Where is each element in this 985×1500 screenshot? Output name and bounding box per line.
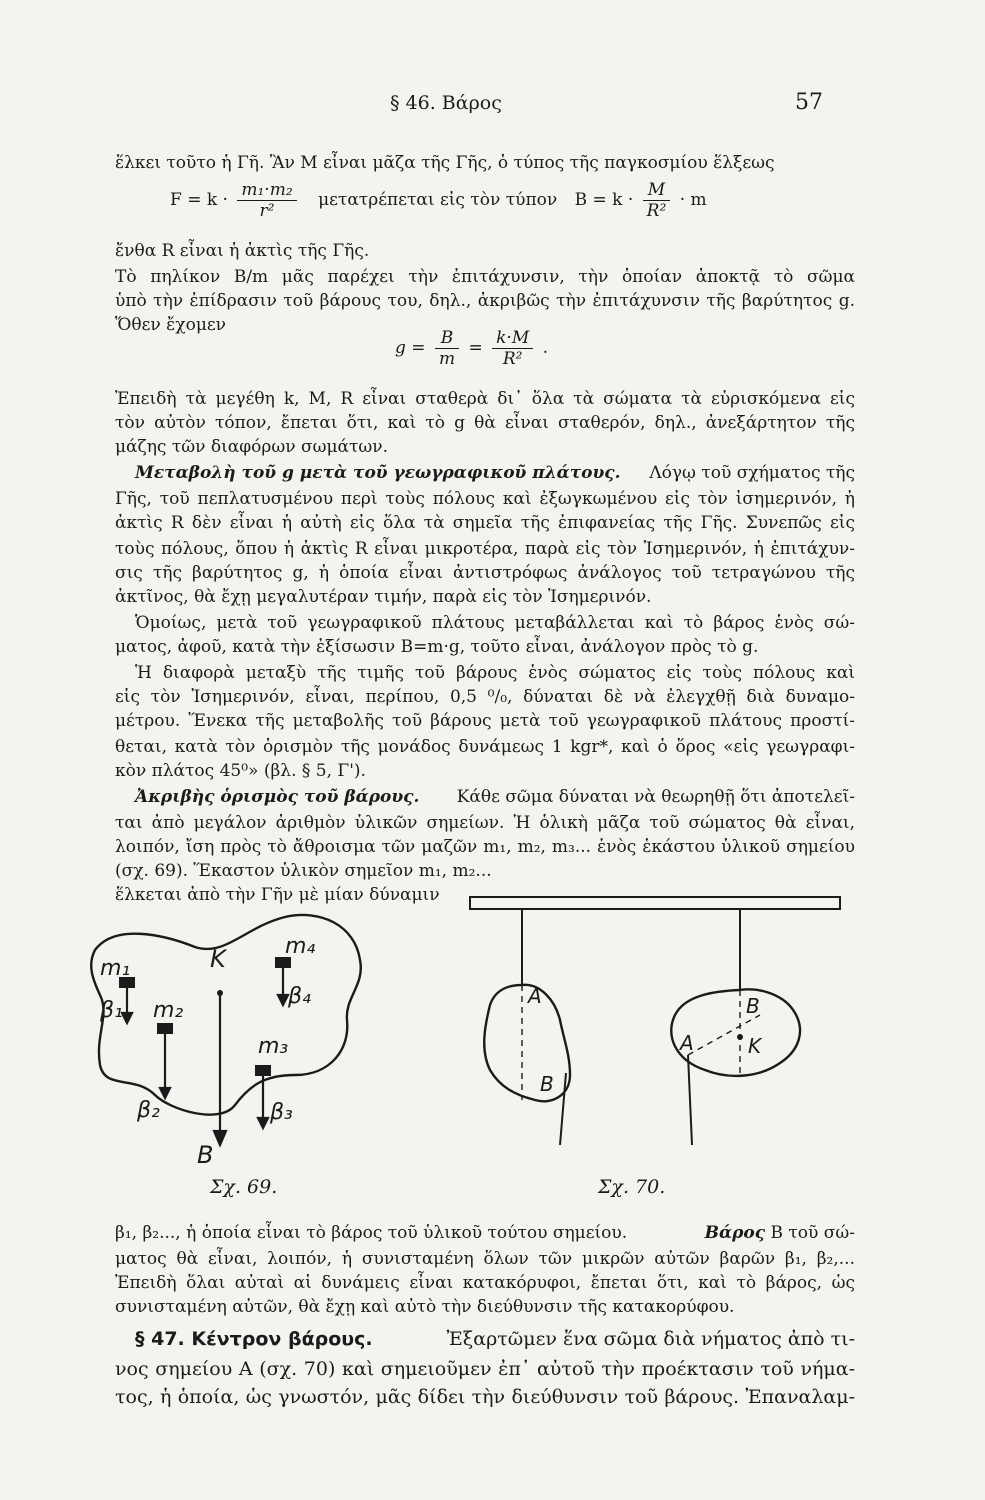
formula-equals: = — [468, 338, 483, 358]
text-line: συνισταμένη αὐτῶν, θὰ ἔχῃ καὶ αὐτὸ τὴν διεύθυνσιν τῆς κατακορύφου. — [115, 1297, 735, 1317]
paragraph-heading-line — [135, 462, 855, 484]
label-m4: m₄ — [285, 934, 316, 959]
text-line: ὑπὸ τὴν ἐπίδρασιν τοῦ βάρους του, δηλ., ἀκριβῶς τὴν ἐπιτάχυνσιν τῆς βαρύτητος g. — [115, 291, 855, 311]
text-line: κὸν πλάτος 45⁰» (βλ. § 5, Γ'). — [115, 761, 366, 781]
text-line: ται ἀπὸ μεγάλον ἀριθμὸν ὑλικῶν σημείων. Ἡ ὁλικὴ μᾶζα τοῦ σώματος θὰ εἶναι, — [115, 813, 855, 833]
suspension-cords — [522, 909, 740, 1145]
text-line: ματος, ἀφοῦ, κατὰ τὴν ἐξίσωσιν B=m·g, τοῦτο εἶναι, ἀνάλογον πρὸς τὸ g. — [115, 637, 759, 657]
text-line: ἀκτῖνος, θὰ ἔχῃ μεγαλυτέραν τιμήν, παρὰ εἰς τὸν Ἰσημερινόν. — [115, 587, 652, 607]
paragraph-heading: Μεταβολὴ τοῦ g μετὰ τοῦ γεωγραφικοῦ πλάτους. — [135, 463, 621, 483]
page-number: 57 — [795, 90, 823, 115]
label-K: K — [210, 945, 226, 973]
formula-denominator-weight: R² — [646, 201, 667, 221]
formula-text: μετατρέπεται εἰς τὸν τύπον — [318, 190, 558, 210]
label-K: K — [748, 1034, 762, 1058]
centre-point-K — [217, 990, 223, 996]
label-m1: m₁ — [100, 956, 131, 981]
formula-denominator: r² — [259, 201, 275, 221]
formula-numerator: B — [435, 328, 459, 349]
text-line: σις τῆς βαρύτητος g, ἡ ὁποία εἶναι ἀντιστρόφως ἀνάλογος τοῦ τετραγώνου τῆς — [115, 563, 855, 583]
label-A-2: A — [680, 1031, 694, 1055]
formula-denominator-2: R² — [502, 349, 523, 369]
label-beta1: β₁ — [100, 998, 123, 1023]
paragraph-heading: Ἀκριβὴς ὁρισμὸς τοῦ βάρους. — [135, 787, 420, 807]
text-line: τος, ἡ ὁποία, ὡς γνωστόν, μᾶς δίδει τὴν διεύθυνσιν τοῦ βάρους. Ἐπαναλαμ- — [115, 1386, 855, 1408]
text-line: θεται, κατὰ τὸν ὁρισμὸν τῆς μονάδος δυνάμεως 1 kgr*, καὶ ὁ ὅρος «εἰς γεωγραφι- — [115, 737, 855, 757]
formula-numerator-2: k·M — [492, 328, 533, 349]
text-line: Γῆς, τοῦ πεπλατυσμένου περὶ τοὺς πόλους καὶ ἐξωγκωμένου εἰς τὸν ἰσημερινόν, ἡ — [115, 489, 855, 509]
label-beta2: β₂ — [137, 1098, 160, 1123]
page-header — [0, 88, 985, 118]
formula-fraction — [435, 328, 459, 369]
figure-70 — [460, 895, 850, 1160]
formula-fraction-2 — [492, 328, 533, 369]
centre-point-K — [737, 1034, 743, 1040]
formula-denominator: m — [438, 349, 456, 369]
weight-text: B τοῦ σώ- — [770, 1223, 855, 1243]
formula-numerator: m₁·m₂ — [237, 180, 296, 201]
section-47-text: Ἐξαρτῶμεν ἕνα σῶμα διὰ νήματος ἀπὸ τι- — [446, 1328, 855, 1350]
text-line: (σχ. 69). Ἕκαστον ὑλικὸν σημεῖον m₁, m₂... — [115, 861, 492, 881]
text-line: νος σημείου A (σχ. 70) καὶ σημειοῦμεν ἐπ᾽ αὐτοῦ τὴν προέκτασιν τοῦ νήμα- — [115, 1358, 855, 1380]
text-line: ἕλκεται ἀπὸ τὴν Γῆν μὲ μίαν δύναμιν — [115, 885, 440, 905]
paragraph-heading-line — [135, 786, 855, 808]
weight-line — [115, 1222, 855, 1244]
text-line: ἔνθα R εἶναι ἡ ἀκτὶς τῆς Γῆς. — [115, 241, 370, 261]
formula-end: . — [542, 338, 549, 358]
paragraph-heading-text: Κάθε σῶμα δύναται νὰ θεωρηθῇ ὅτι ἀποτελεῖ- — [456, 787, 855, 807]
label-m2: m₂ — [153, 998, 184, 1023]
label-B: B — [197, 1141, 214, 1169]
text-line: ἀκτὶς R δὲν εἶναι ἡ αὐτὴ εἰς ὅλα τὰ σημεῖα τῆς ἐπιφανείας τῆς Γῆς. Συνεπῶς εἰς — [115, 513, 855, 533]
formula-acceleration — [395, 328, 548, 369]
formula-numerator-weight: M — [643, 180, 671, 201]
figure-70-caption: Σχ. 70. — [598, 1176, 666, 1198]
text-line: λοιπόν, ἴση πρὸς τὸ ἄθροισμα τῶν μαζῶν m₁, m₂, m₃... ἑνὸς ἑκάστου ὑλικοῦ σημείου — [115, 837, 855, 857]
label-beta4: β₄ — [288, 984, 311, 1009]
mass-point-m3 — [255, 1065, 271, 1076]
label-B-2: B — [746, 994, 760, 1018]
text-line: Ὁμοίως, μετὰ τοῦ γεωγραφικοῦ πλάτους μεταβάλλεται καὶ τὸ βάρος ἑνὸς σώ- — [135, 613, 855, 633]
formula-lhs-weight: B = k · — [574, 190, 634, 210]
text-line: μέτρου. Ἕνεκα τῆς μεταβολῆς τοῦ βάρους μετὰ τοῦ γεωγραφικοῦ πλάτους προστί- — [115, 711, 855, 731]
text-line: Ἡ διαφορὰ μεταξὺ τῆς τιμῆς τοῦ βάρους ἑνὸς σώματος εἰς τοὺς πόλους καὶ — [135, 663, 855, 683]
text-line: τοὺς πόλους, ὅπου ἡ ἀκτὶς R εἶναι μικροτέρα, παρὰ εἰς τὸν Ἰσημερινόν, ἡ ἐπιτάχυν- — [115, 539, 855, 559]
label-B-1: B — [540, 1072, 554, 1096]
weight-bold: Βάρος — [704, 1223, 766, 1243]
text-line: τὸν αὐτὸν τόπον, ἔπεται ὅτι, καὶ τὸ g θὰ εἶναι σταθερόν, δηλ., ἀνεξάρτητον τῆς — [115, 413, 855, 433]
section-47-title: § 47. Κέντρον βάρους. — [135, 1328, 373, 1350]
figure-69 — [75, 905, 405, 1170]
text-line: ματος θὰ εἶναι, λοιπόν, ἡ συνισταμένη ὅλων τῶν μικρῶν αὐτῶν βαρῶν β₁, β₂,... — [115, 1249, 855, 1269]
text-line: εἰς τὸν Ἰσημερινόν, εἶναι, περίπου, 0,5 ⁰/₀, δύναται δὲ νὰ ἐλεγχθῇ διὰ δυναμο- — [115, 687, 855, 707]
label-beta3: β₃ — [270, 1100, 293, 1125]
formula-gravitation — [170, 180, 707, 221]
formula-tail: · m — [679, 190, 707, 210]
support-beam — [470, 897, 840, 909]
text-line: μάζης τῶν διαφόρων σωμάτων. — [115, 437, 388, 457]
text-line: Τὸ πηλίκον B/m μᾶς παρέχει τὴν ἐπιτάχυνσιν, τὴν ὁποίαν ἀποκτᾷ τὸ σῶμα — [115, 267, 855, 287]
text-line: Ἐπειδὴ τὰ μεγέθη k, M, R εἶναι σταθερὰ δι᾽ ὅλα τὰ σώματα τὰ εὑρισκόμενα εἰς — [115, 389, 855, 409]
mass-point-m2 — [157, 1023, 173, 1034]
paragraph-heading-text: Λόγῳ τοῦ σχήματος τῆς — [649, 463, 855, 483]
figure-69-caption: Σχ. 69. — [210, 1176, 278, 1198]
formula-fraction-weight — [643, 180, 671, 221]
text-line: ἕλκει τοῦτο ἡ Γῆ. Ἂν M εἶναι μᾶζα τῆς Γῆς, ὁ τύπος τῆς παγκοσμίου ἕλξεως — [115, 153, 775, 173]
text-line: Ὅθεν ἔχομεν — [115, 315, 227, 335]
formula-lhs: g = — [395, 338, 426, 358]
section-heading-line — [135, 1326, 855, 1352]
running-title: § 46. Βάρος — [390, 92, 502, 114]
formula-lhs: F = k · — [170, 190, 228, 210]
text-line: Ἐπειδὴ ὅλαι αὐταὶ αἱ δυνάμεις εἶναι κατακόρυφοι, ἔπεται ὅτι, καὶ τὸ βάρος, ὡς — [115, 1273, 855, 1293]
formula-fraction — [237, 180, 296, 221]
weight-definition — [705, 1222, 855, 1244]
label-A-1: A — [528, 984, 542, 1008]
label-m3: m₃ — [258, 1034, 289, 1059]
text-line: β₁, β₂..., ἡ ὁποία εἶναι τὸ βάρος τοῦ ὑλικοῦ τούτου σημείου. — [115, 1223, 628, 1243]
